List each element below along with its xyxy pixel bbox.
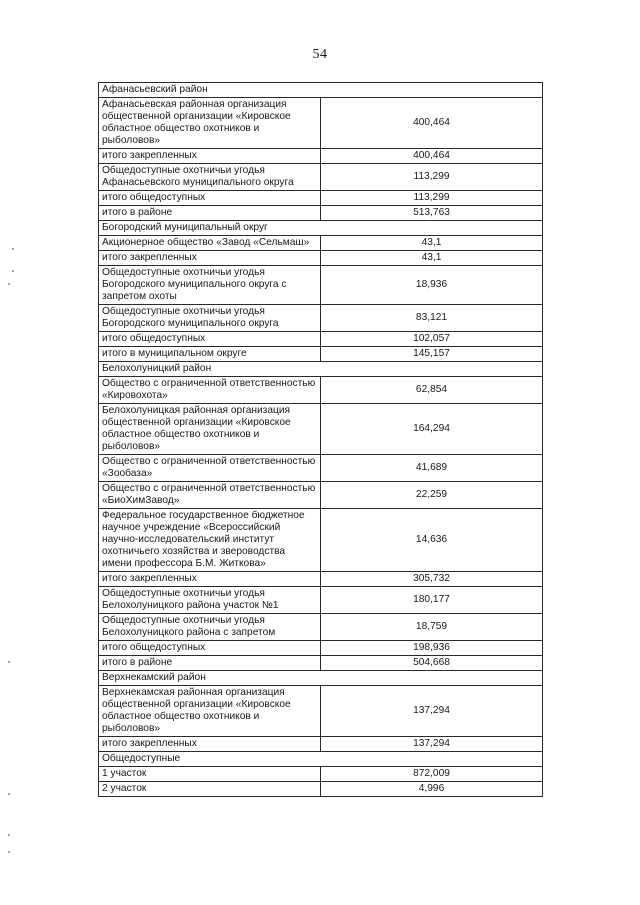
organization-name-cell: Верхнекамская районная организация общественной организации «Кировское областное общество охотников и рыболовов»: [99, 686, 321, 737]
area-value-cell: 400,464: [321, 98, 543, 149]
area-value-cell: 164,294: [321, 404, 543, 455]
area-value-cell: 305,732: [321, 572, 543, 587]
organization-name-cell: Общедоступные охотничьи угодья Богородского муниципального округа: [99, 305, 321, 332]
section-row: [99, 362, 543, 377]
table-body: [99, 83, 543, 797]
table-row: [99, 614, 543, 641]
area-value-cell: 180,177: [321, 587, 543, 614]
table-row: [99, 782, 543, 797]
area-value-cell: 18,936: [321, 266, 543, 305]
organization-name-cell: Акционерное общество «Завод «Сельмаш»: [99, 236, 321, 251]
area-value-cell: 43,1: [321, 251, 543, 266]
table-row: [99, 164, 543, 191]
area-value-cell: 22,259: [321, 482, 543, 509]
table-row: [99, 509, 543, 572]
page-number: 54: [312, 47, 328, 62]
table-row: [99, 767, 543, 782]
organization-name-cell: итого общедоступных: [99, 191, 321, 206]
area-value-cell: 18,759: [321, 614, 543, 641]
hunting-grounds-table: [98, 82, 543, 797]
area-value-cell: 137,294: [321, 737, 543, 752]
section-title: Общедоступные: [99, 752, 543, 767]
area-value-cell: 137,294: [321, 686, 543, 737]
table-row: [99, 656, 543, 671]
organization-name-cell: Общедоступные охотничьи угодья Афанасьевского муниципального округа: [99, 164, 321, 191]
scan-speck: [8, 834, 10, 836]
area-value-cell: 400,464: [321, 149, 543, 164]
table-row: [99, 737, 543, 752]
scan-speck: [8, 283, 10, 285]
table-row: [99, 347, 543, 362]
organization-name-cell: Общество с ограниченной ответственностью «Зообаза»: [99, 455, 321, 482]
organization-name-cell: 2 участок: [99, 782, 321, 797]
organization-name-cell: итого в районе: [99, 206, 321, 221]
organization-name-cell: итого закрепленных: [99, 737, 321, 752]
section-title: Белохолуницкий район: [99, 362, 543, 377]
table-row: [99, 572, 543, 587]
section-row: [99, 221, 543, 236]
scan-speck: [8, 793, 10, 795]
organization-name-cell: итого в районе: [99, 656, 321, 671]
scan-speck: [8, 851, 10, 853]
section-row: [99, 83, 543, 98]
organization-name-cell: итого общедоступных: [99, 332, 321, 347]
area-value-cell: 198,936: [321, 641, 543, 656]
table-row: [99, 686, 543, 737]
area-value-cell: 113,299: [321, 191, 543, 206]
organization-name-cell: Общедоступные охотничьи угодья Белохолуницкого района участок №1: [99, 587, 321, 614]
area-value-cell: 504,668: [321, 656, 543, 671]
table-row: [99, 191, 543, 206]
organization-name-cell: Общество с ограниченной ответственностью «БиоХимЗавод»: [99, 482, 321, 509]
table-row: [99, 482, 543, 509]
table-row: [99, 587, 543, 614]
table-row: [99, 149, 543, 164]
organization-name-cell: Общедоступные охотничьи угодья Белохолуницкого района с запретом: [99, 614, 321, 641]
organization-name-cell: Федеральное государственное бюджетное научное учреждение «Всероссийский научно-исследовательский институт охотничьего хозяйства и звероводства имени профессора Б.М. Житкова»: [99, 509, 321, 572]
area-value-cell: 41,689: [321, 455, 543, 482]
section-title: Богородский муниципальный округ: [99, 221, 543, 236]
organization-name-cell: Общедоступные охотничьи угодья Богородского муниципального округа с запретом охоты: [99, 266, 321, 305]
table-row: [99, 251, 543, 266]
organization-name-cell: Общество с ограниченной ответственностью «Кировохота»: [99, 377, 321, 404]
area-value-cell: 113,299: [321, 164, 543, 191]
section-row: [99, 752, 543, 767]
area-value-cell: 14,636: [321, 509, 543, 572]
organization-name-cell: итого закрепленных: [99, 149, 321, 164]
area-value-cell: 43,1: [321, 236, 543, 251]
area-value-cell: 102,057: [321, 332, 543, 347]
table-row: [99, 206, 543, 221]
table-row: [99, 455, 543, 482]
table-row: [99, 641, 543, 656]
table-row: [99, 404, 543, 455]
organization-name-cell: итого закрепленных: [99, 251, 321, 266]
table-row: [99, 305, 543, 332]
area-value-cell: 4,996: [321, 782, 543, 797]
organization-name-cell: итого закрепленных: [99, 572, 321, 587]
area-value-cell: 513,763: [321, 206, 543, 221]
scan-speck: [8, 661, 10, 663]
organization-name-cell: итого в муниципальном округе: [99, 347, 321, 362]
scan-speck: [12, 248, 14, 250]
organization-name-cell: итого общедоступных: [99, 641, 321, 656]
area-value-cell: 872,009: [321, 767, 543, 782]
section-title: Афанасьевский район: [99, 83, 543, 98]
section-title: Верхнекамский район: [99, 671, 543, 686]
area-value-cell: 83,121: [321, 305, 543, 332]
table-row: [99, 332, 543, 347]
organization-name-cell: Белохолуницкая районная организация общественной организации «Кировское областное общество охотников и рыболовов»: [99, 404, 321, 455]
area-value-cell: 145,157: [321, 347, 543, 362]
section-row: [99, 671, 543, 686]
table-row: [99, 98, 543, 149]
organization-name-cell: 1 участок: [99, 767, 321, 782]
scan-speck: [12, 270, 14, 272]
table-row: [99, 377, 543, 404]
table-row: [99, 266, 543, 305]
table-row: [99, 236, 543, 251]
organization-name-cell: Афанасьевская районная организация общественной организации «Кировское областное общество охотников и рыболовов»: [99, 98, 321, 149]
area-value-cell: 62,854: [321, 377, 543, 404]
